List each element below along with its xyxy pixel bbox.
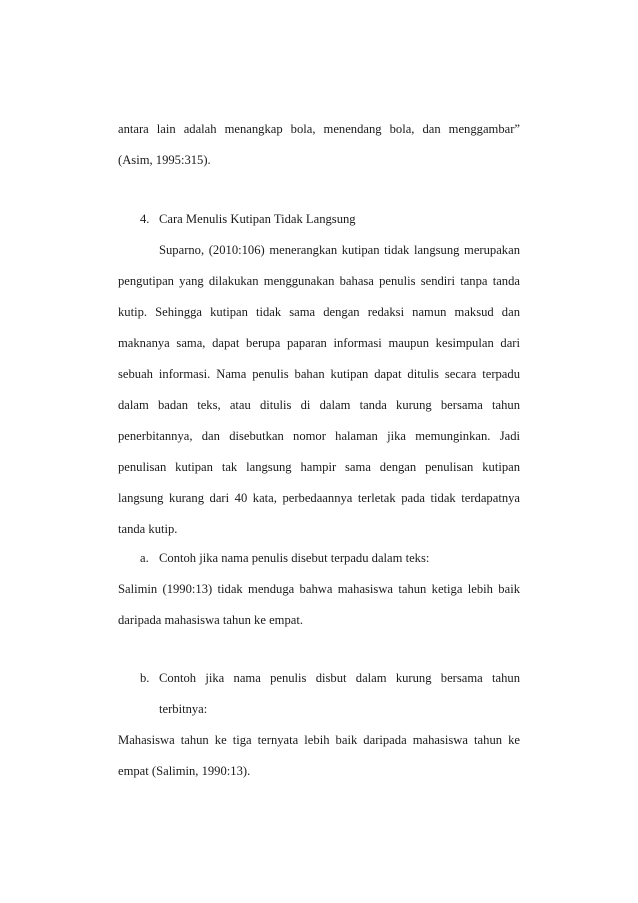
list-letter: a. [140,551,149,565]
text-line: tanda kutip. [118,522,178,536]
section-heading: Cara Menulis Kutipan Tidak Langsung [159,212,356,226]
list-number: 4. [140,212,150,226]
text-line: langsung kurang dari 40 kata, perbedaannya terletak pada tidak terdapatnya [118,491,520,505]
text-line: pengutipan yang dilakukan menggunakan bahasa penulis sendiri tanpa tanda [118,274,520,288]
text-line: dalam badan teks, atau ditulis di dalam tanda kurung bersama tahun [118,398,520,412]
text-line: antara lain adalah menangkap bola, menendang bola, dan menggambar” [118,122,520,136]
example-line: empat (Salimin, 1990:13). [118,764,251,778]
example-line: Mahasiswa tahun ke tiga ternyata lebih baik daripada mahasiswa tahun ke [118,733,520,747]
list-text: Contoh jika nama penulis disbut dalam kurung bersama tahun [159,671,520,685]
paragraph-first-line: Suparno, (2010:106) menerangkan kutipan tidak langsung merupakan [159,243,520,257]
list-text: Contoh jika nama penulis disebut terpadu dalam teks: [159,551,430,565]
text-line: penerbitannya, dan disebutkan nomor halaman jika memunginkan. Jadi [118,429,520,443]
text-line: maknanya sama, dapat berupa paparan informasi maupun kesimpulan dari [118,336,520,350]
list-text-continuation: terbitnya: [159,702,208,716]
text-line: kutip. Sehingga kutipan tidak sama dengan redaksi namun maksud dan [118,305,520,319]
text-line: (Asim, 1995:315). [118,153,211,167]
text-line: sebuah informasi. Nama penulis bahan kutipan dapat ditulis secara terpadu [118,367,520,381]
example-line: Salimin (1990:13) tidak menduga bahwa mahasiswa tahun ketiga lebih baik [118,582,520,596]
example-line: daripada mahasiswa tahun ke empat. [118,613,303,627]
text-line: penulisan kutipan tak langsung hampir sama dengan penulisan kutipan [118,460,520,474]
list-letter: b. [140,671,150,685]
